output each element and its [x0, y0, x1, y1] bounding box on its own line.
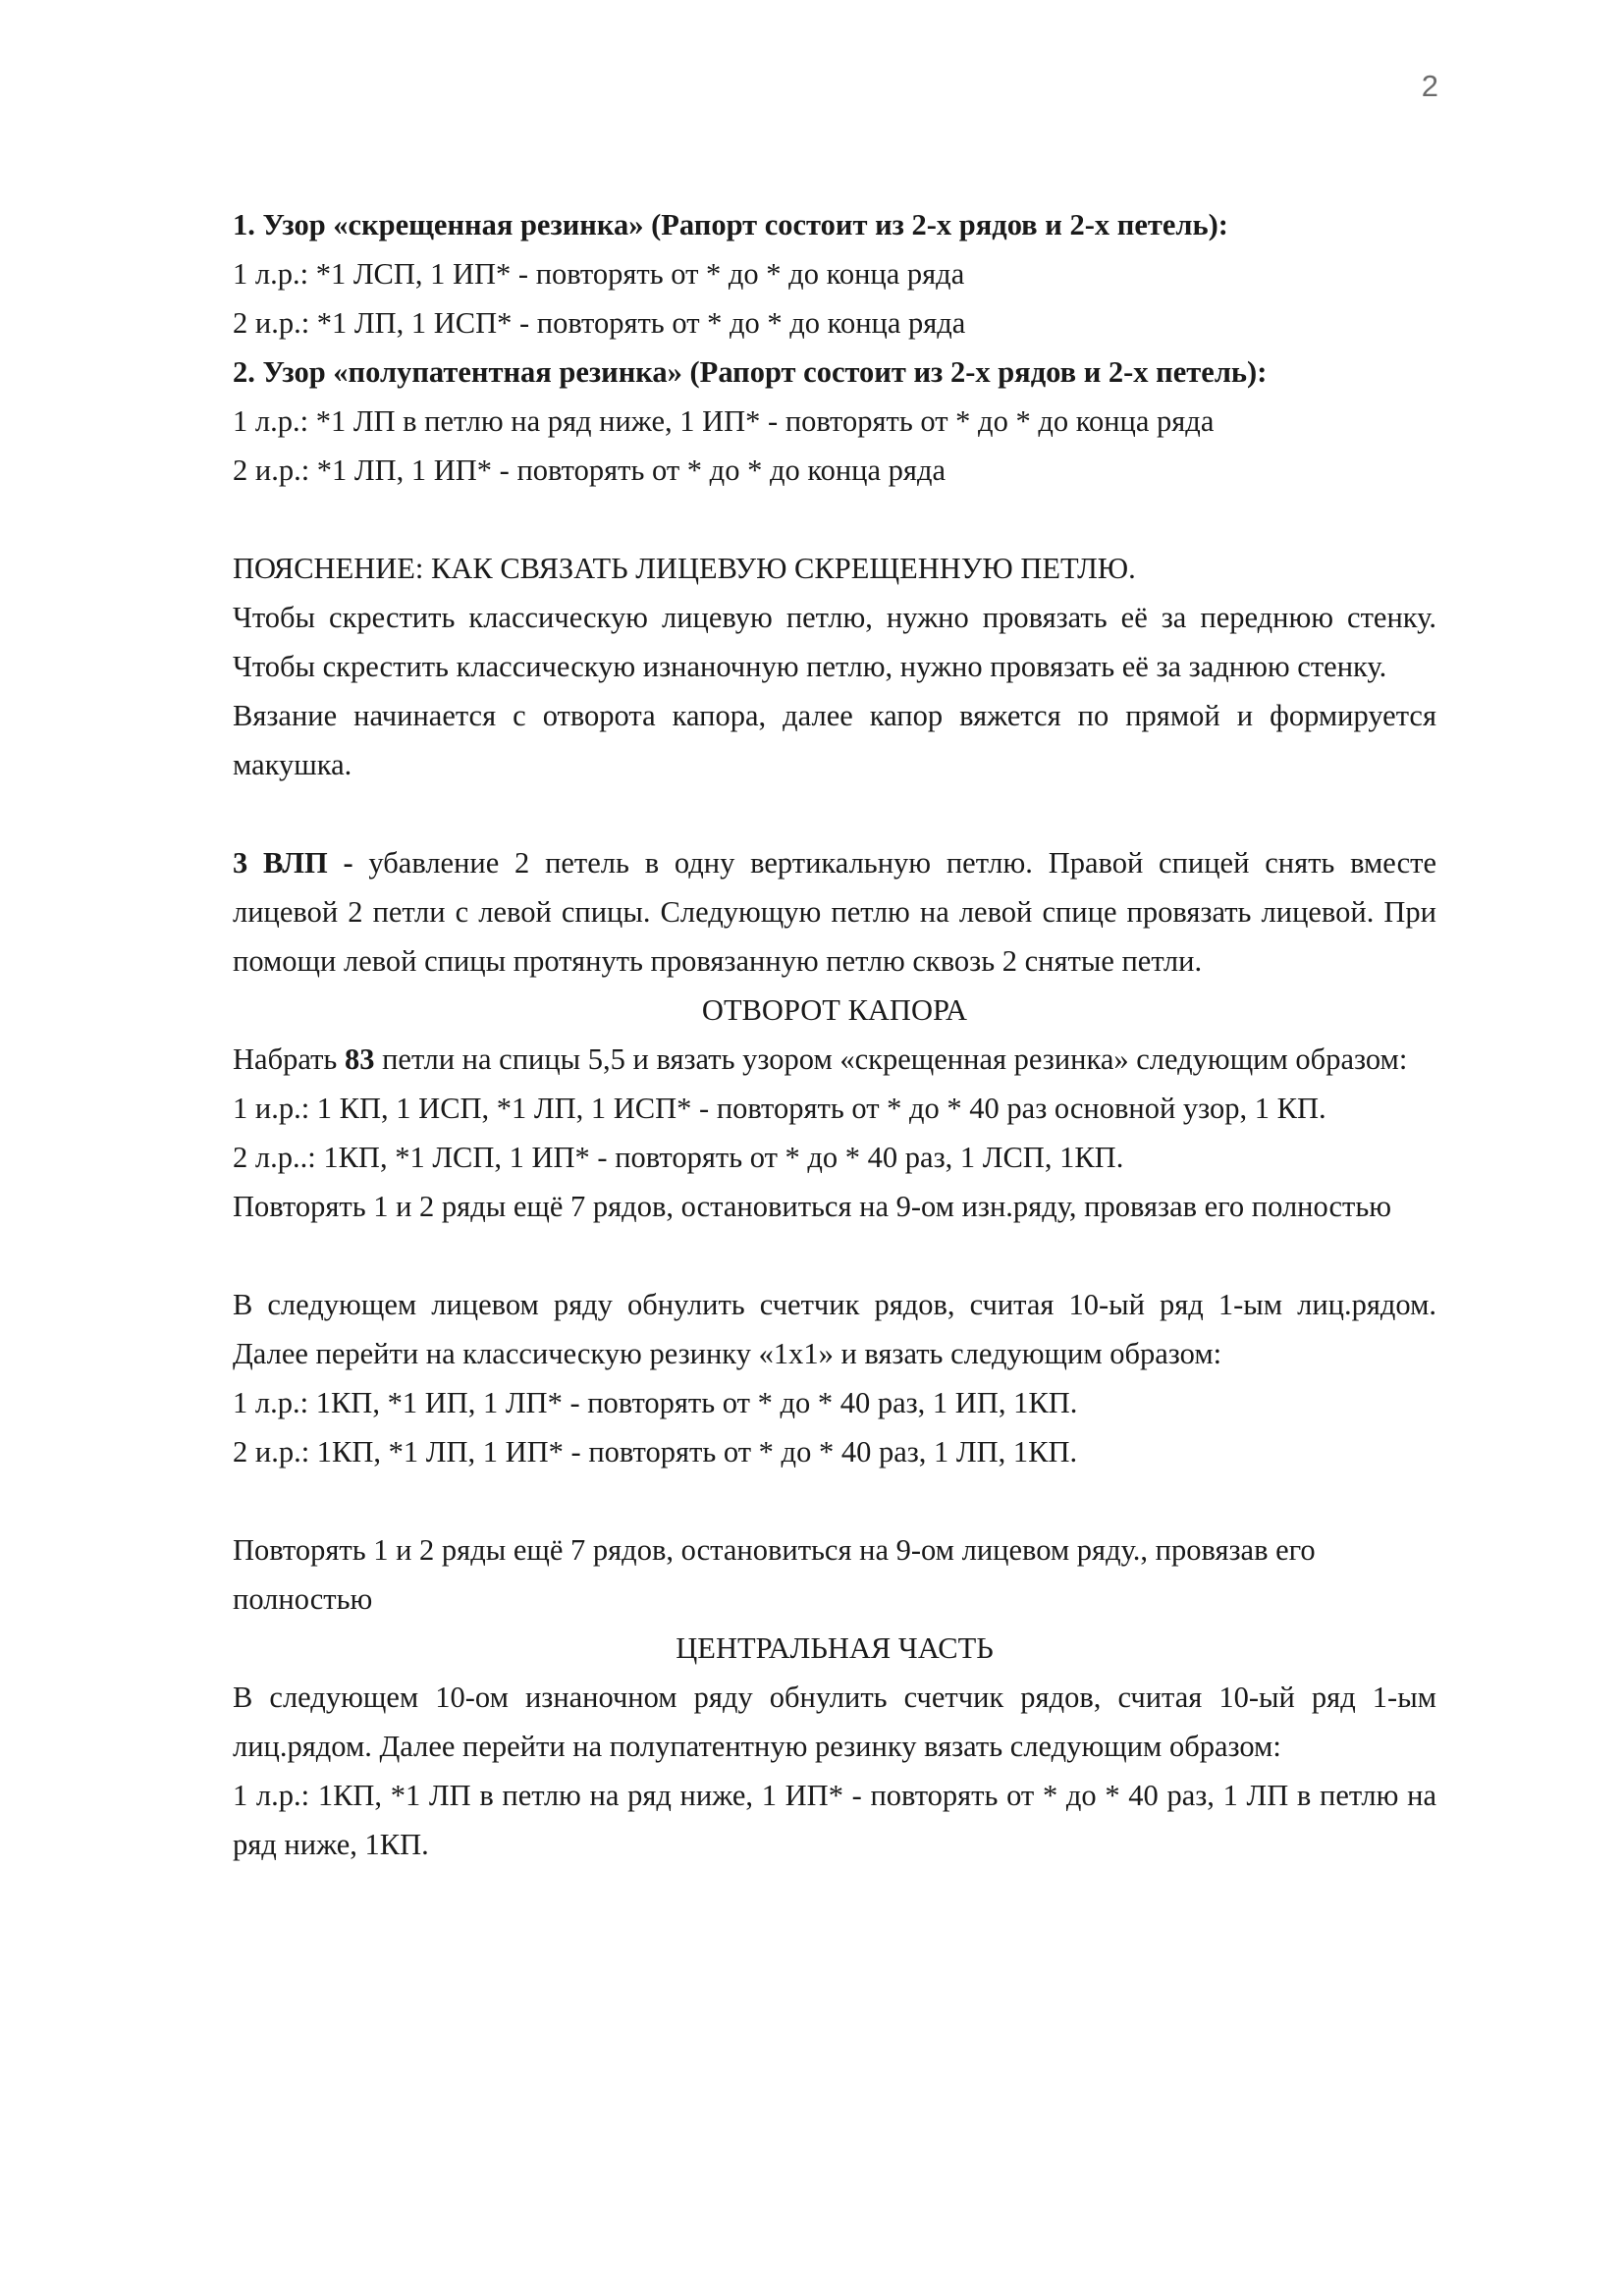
cuff-section-title: ОТВОРОТ КАПОРА: [701, 993, 968, 1027]
spacer: [233, 789, 1436, 838]
central-row1: 1 л.р.: 1КП, *1 ЛП в петлю на ряд ниже, 1 ИП* - повторять от * до * 40 раз, 1 ЛП в петлю на ряд ниже, 1КП.: [233, 1779, 1436, 1861]
pattern1-heading: [233, 200, 1436, 249]
pattern2-heading-text: 2. Узор «полупатентная резинка» (Рапорт состоит из 2-х рядов и 2-х петель):: [233, 355, 1268, 389]
central-section-title: ЦЕНТРАЛЬНАЯ ЧАСТЬ: [676, 1631, 994, 1665]
rib-row2: 2 и.р.: 1КП, *1 ЛП, 1 ИП* - повторять от * до * 40 раз, 1 ЛП, 1КП.: [233, 1435, 1078, 1468]
vlp-text: убавление 2 петель в одну вертикальную петлю. Правой спицей снять вместе лицевой 2 петли с левой спицы. Следующую петлю на левой спице провязать лицевой. При помощи левой спицы протянуть провязанную петлю сквозь 2 снятые петли.: [233, 846, 1437, 978]
cuff-row1: 1 и.р.: 1 КП, 1 ИСП, *1 ЛП, 1 ИСП* - повторять от * до * 40 раз основной узор, 1 КП.: [233, 1092, 1326, 1125]
pattern1-row2: 2 и.р.: *1 ЛП, 1 ИСП* - повторять от * до * до конца ряда: [233, 306, 966, 340]
pattern2-row1: 1 л.р.: *1 ЛП в петлю на ряд ниже, 1 ИП* - повторять от * до * до конца ряда: [233, 404, 1215, 438]
spacer: [233, 1476, 1436, 1525]
explanation-text: Чтобы скрестить классическую лицевую петлю, нужно провязать её за переднюю стенку. Чтобы скрестить классическую изнаночную петлю, нужно провязать её за заднюю стенку.: [233, 601, 1436, 683]
cuff-cast-on: [233, 1035, 1436, 1084]
cast-on-prefix: Набрать: [233, 1042, 345, 1076]
cuff-row2: 2 л.р..: 1КП, *1 ЛСП, 1 ИП* - повторять от * до * 40 раз, 1 ЛСП, 1КП.: [233, 1141, 1124, 1174]
pattern1-row1: 1 л.р.: *1 ЛСП, 1 ИП* - повторять от * до * до конца ряда: [233, 257, 965, 291]
central-text: В следующем 10-ом изнаночном ряду обнулить счетчик рядов, считая 10-ый ряд 1-ым лиц.рядом. Далее перейти на полупатентную резинку вязать следующим образом:: [233, 1681, 1436, 1763]
vlp-term: 3 ВЛП -: [233, 846, 353, 880]
page-number: 2: [1421, 69, 1438, 103]
vlp-definition: [233, 838, 1436, 986]
spacer: [233, 1231, 1436, 1280]
cuff-next: В следующем лицевом ряду обнулить счетчик рядов, считая 10-ый ряд 1-ым лиц.рядом. Далее перейти на классическую резинку «1х1» и вязать следующим образом:: [233, 1288, 1436, 1370]
pattern2-heading: [233, 347, 1436, 397]
cast-on-suffix: петли на спицы 5,5 и вязать узором «скрещенная резинка» следующим образом:: [374, 1042, 1408, 1076]
spacer: [233, 495, 1436, 544]
explanation-title: ПОЯСНЕНИЕ: КАК СВЯЗАТЬ ЛИЦЕВУЮ СКРЕЩЕННУЮ ПЕТЛЮ.: [233, 552, 1136, 585]
rib-row1: 1 л.р.: 1КП, *1 ИП, 1 ЛП* - повторять от * до * 40 раз, 1 ИП, 1КП.: [233, 1386, 1078, 1419]
cuff-repeat: Повторять 1 и 2 ряды ещё 7 рядов, остановиться на 9-ом изн.ряду, провязав его полностью: [233, 1190, 1392, 1223]
pattern2-row2: 2 и.р.: *1 ЛП, 1 ИП* - повторять от * до * до конца ряда: [233, 454, 946, 487]
rib-repeat: Повторять 1 и 2 ряды ещё 7 рядов, остановиться на 9-ом лицевом ряду., провязав его полностью: [233, 1533, 1316, 1616]
cast-on-count: 83: [344, 1042, 375, 1076]
knitting-intro: Вязание начинается с отворота капора, далее капор вяжется по прямой и формируется макушка.: [233, 699, 1436, 781]
pattern1-heading-text: 1. Узор «скрещенная резинка» (Рапорт состоит из 2-х рядов и 2-х петель):: [233, 208, 1228, 241]
document-body: [233, 200, 1436, 1869]
